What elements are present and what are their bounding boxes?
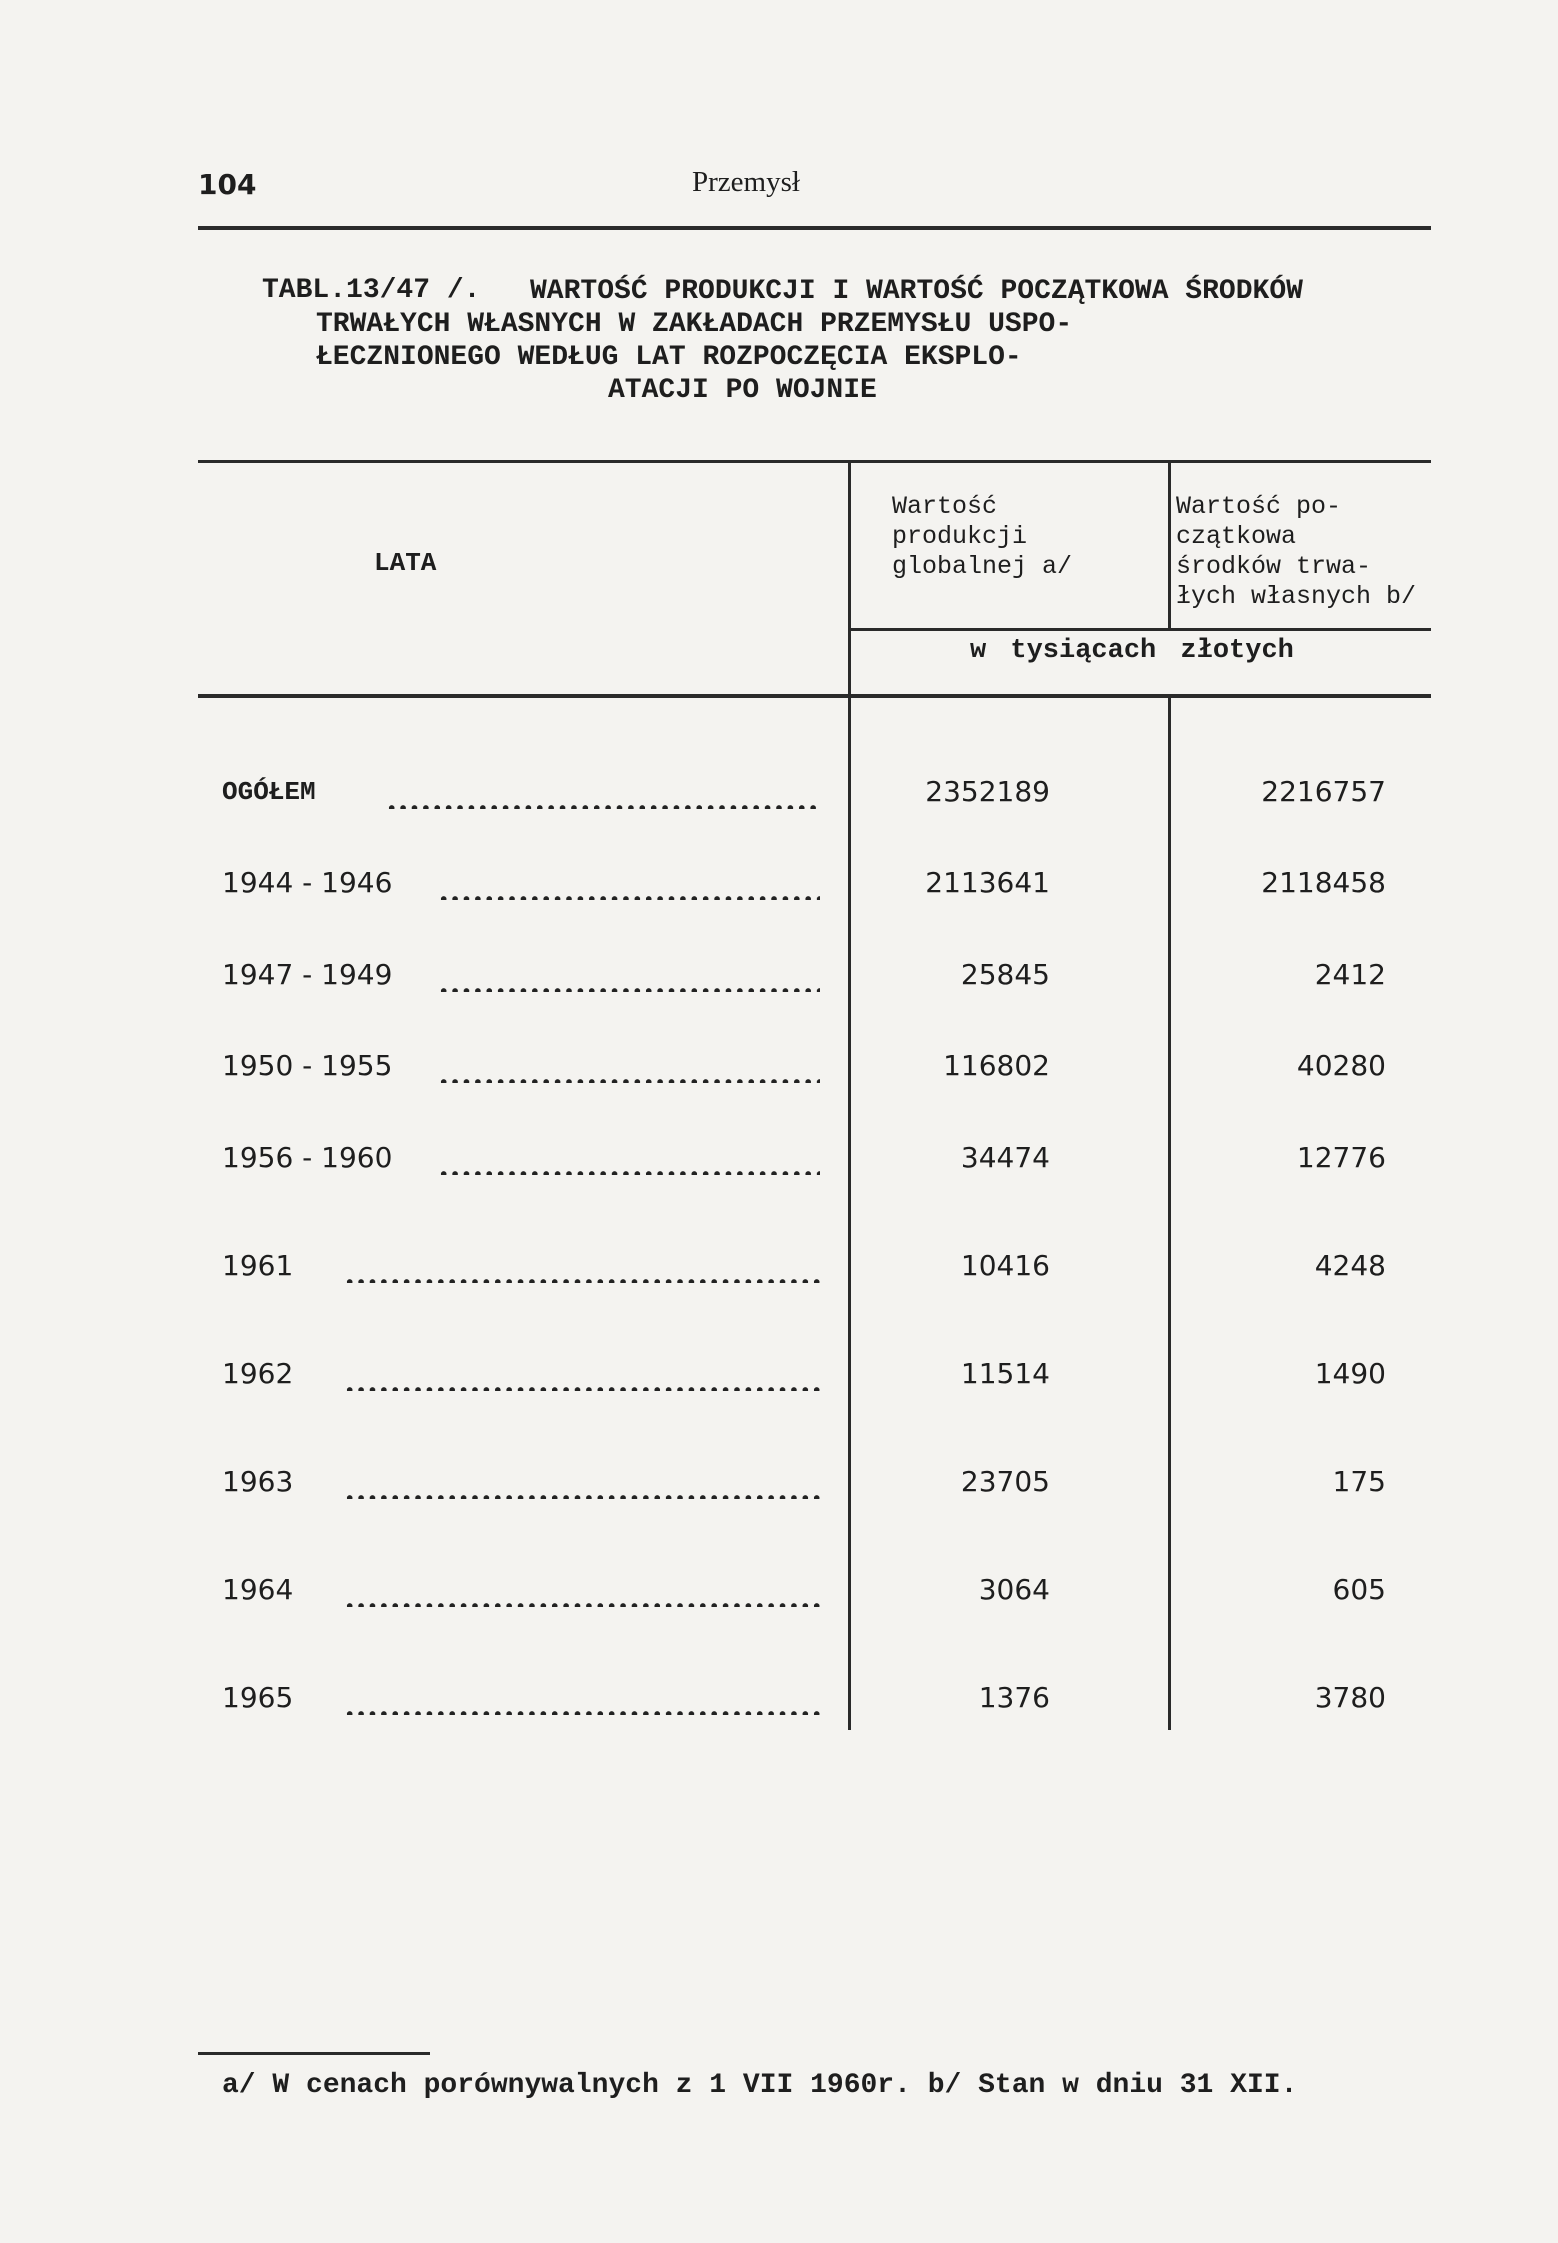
fixed-assets-value: 2412 xyxy=(1314,958,1386,991)
row-label: 1956 - 1960 xyxy=(222,1141,393,1174)
row-label: 1961 xyxy=(222,1249,294,1282)
fixed-assets-value: 605 xyxy=(1332,1573,1386,1606)
production-value: 10416 xyxy=(960,1249,1050,1282)
table-title-line: WARTOŚĆ PRODUKCJI I WARTOŚĆ POCZĄTKOWA ŚRODKÓW xyxy=(530,276,1303,307)
table-row xyxy=(0,958,1558,998)
row-label: 1962 xyxy=(222,1357,294,1390)
fixed-assets-value: 2216757 xyxy=(1261,775,1386,808)
column-header-fixed-assets: Wartość po- czątkowa środków trwa- łych własnych b/ xyxy=(1176,492,1417,611)
fixed-assets-value: 40280 xyxy=(1296,1049,1386,1082)
dot-leader xyxy=(438,870,820,900)
units-label: w tysiącach złotych xyxy=(970,636,1294,666)
header-rule xyxy=(198,226,1431,230)
dot-leader xyxy=(438,962,820,992)
table-row xyxy=(0,1357,1558,1397)
production-value: 23705 xyxy=(960,1465,1050,1498)
production-value: 34474 xyxy=(960,1141,1050,1174)
production-value: 25845 xyxy=(960,958,1050,991)
table-row xyxy=(0,775,1558,815)
table-row xyxy=(0,866,1558,906)
production-value: 116802 xyxy=(943,1049,1050,1082)
table-label: TABL.13/47 /. xyxy=(262,275,481,306)
table-row xyxy=(0,1681,1558,1721)
dot-leader xyxy=(344,1685,820,1715)
running-head: Przemysł xyxy=(692,166,800,198)
row-label: OGÓŁEM xyxy=(222,777,316,807)
column-divider xyxy=(848,460,851,1730)
column-header-production: Wartość produkcji globalnej a/ xyxy=(892,492,1073,581)
dot-leader xyxy=(438,1145,820,1175)
table-top-rule xyxy=(198,460,1431,463)
production-value: 1376 xyxy=(978,1681,1050,1714)
production-value: 2113641 xyxy=(925,866,1050,899)
row-label: 1950 - 1955 xyxy=(222,1049,393,1082)
table-row xyxy=(0,1049,1558,1089)
dot-leader xyxy=(344,1361,820,1391)
row-label: 1964 xyxy=(222,1573,294,1606)
fixed-assets-value: 12776 xyxy=(1296,1141,1386,1174)
dot-leader xyxy=(438,1053,820,1083)
fixed-assets-value: 175 xyxy=(1332,1465,1386,1498)
fixed-assets-value: 2118458 xyxy=(1261,866,1386,899)
dot-leader xyxy=(344,1469,820,1499)
row-label: 1965 xyxy=(222,1681,294,1714)
production-value: 2352189 xyxy=(925,775,1050,808)
footnote-rule xyxy=(198,2052,430,2055)
table-title xyxy=(316,275,1431,407)
row-label: 1944 - 1946 xyxy=(222,866,393,899)
dot-leader xyxy=(344,1253,820,1283)
dot-leader xyxy=(386,779,820,809)
row-label: 1947 - 1949 xyxy=(222,958,393,991)
production-value: 3064 xyxy=(978,1573,1050,1606)
fixed-assets-value: 3780 xyxy=(1314,1681,1386,1714)
column-divider xyxy=(1168,460,1171,628)
table-title-line: ŁECZNIONEGO WEDŁUG LAT ROZPOCZĘCIA EKSPLO- xyxy=(316,342,1022,373)
units-rule xyxy=(848,628,1431,631)
row-label: 1963 xyxy=(222,1465,294,1498)
fixed-assets-value: 4248 xyxy=(1314,1249,1386,1282)
fixed-assets-value: 1490 xyxy=(1314,1357,1386,1390)
page-number: 104 xyxy=(198,168,257,201)
dot-leader xyxy=(344,1577,820,1607)
table-row xyxy=(0,1573,1558,1613)
footnote: a/ W cenach porównywalnych z 1 VII 1960r. b/ Stan w dniu 31 XII. xyxy=(222,2070,1298,2101)
table-title-line: TRWAŁYCH WŁASNYCH W ZAKŁADACH PRZEMYSŁU USPO- xyxy=(316,309,1073,340)
column-header-lata: LATA xyxy=(374,548,437,578)
table-row xyxy=(0,1249,1558,1289)
production-value: 11514 xyxy=(960,1357,1050,1390)
table-row xyxy=(0,1141,1558,1181)
table-row xyxy=(0,1465,1558,1505)
table-title-line: ATACJI PO WOJNIE xyxy=(608,375,877,406)
header-bottom-rule xyxy=(198,694,1431,698)
